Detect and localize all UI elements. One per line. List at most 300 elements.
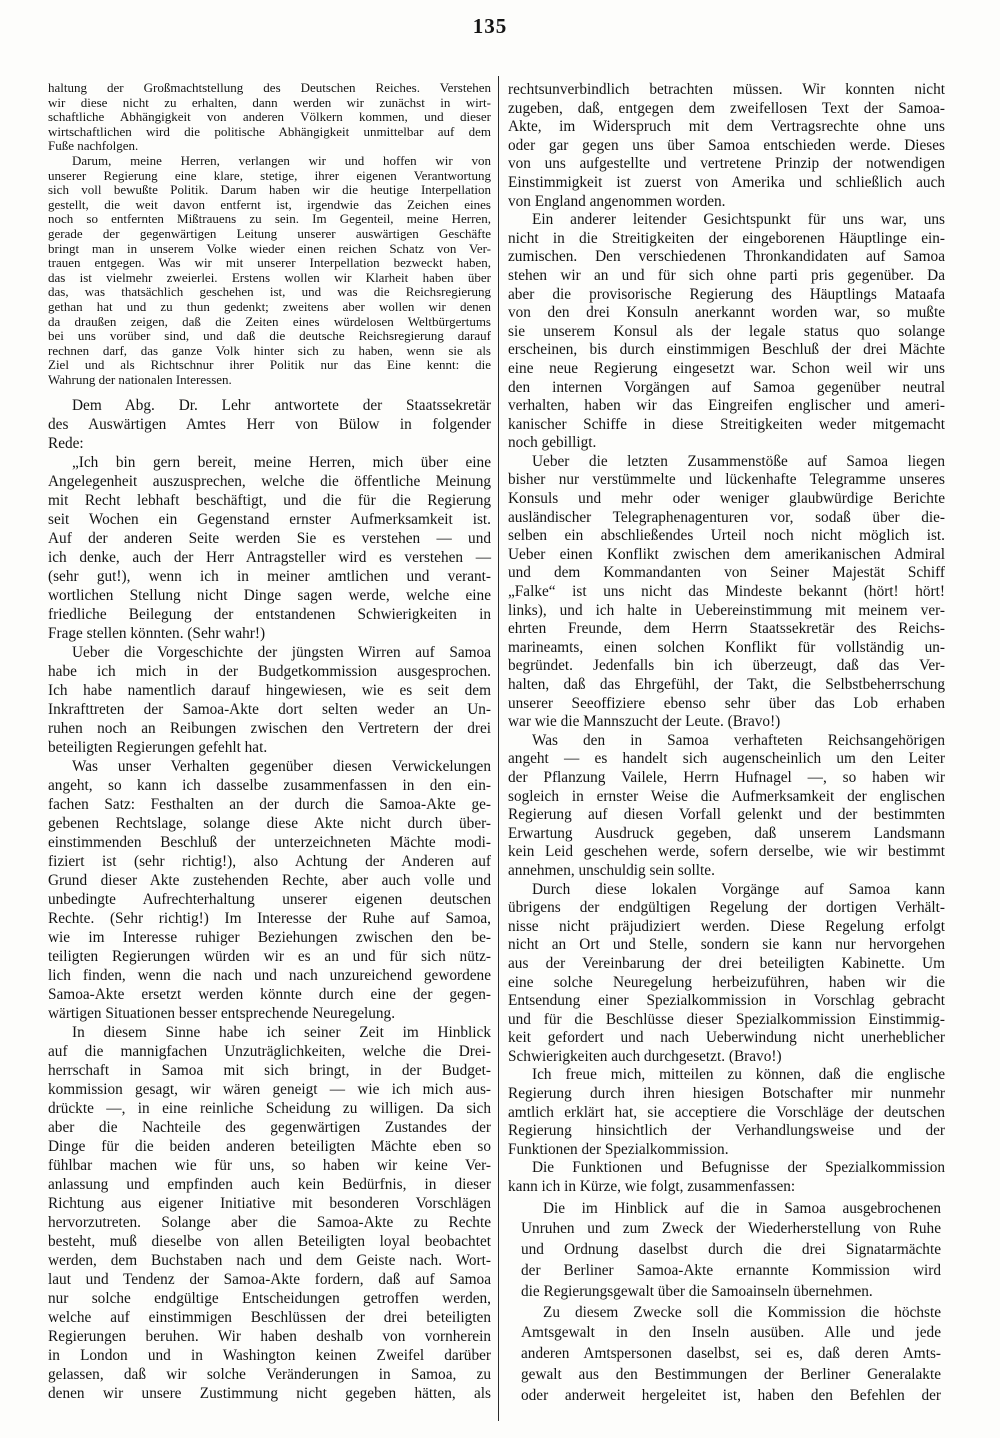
text-line — [48, 1213, 491, 1232]
text-line — [508, 1048, 945, 1067]
text-line-content: unserer Seeoffiziere ebenso sehr über das Lob erhaben — [508, 694, 945, 712]
text-line-content: Richtung aus eigener Initiative mit besonderen Vorschlägen — [48, 1195, 491, 1213]
text-line — [48, 1156, 491, 1175]
text-line-content: Auf der anderen Seite werden Sie es verstehen — und — [48, 530, 491, 548]
text-line — [508, 583, 945, 602]
text-line-content: ausländischer Telegraphenagenturen vor, sodaß über die- — [508, 508, 945, 526]
text-line-content: sich voll bewußte Politik. Darum haben wir die heutige Interpellation — [48, 182, 491, 198]
text-line — [508, 248, 945, 267]
text-line — [508, 434, 945, 453]
text-line — [508, 676, 945, 695]
text-line-content: Ueber die Vorgeschichte der jüngsten Wirren auf Samoa — [72, 644, 491, 662]
text-line-content: Amtsgewalt in den Inseln ausüben. Alle und jede — [521, 1324, 941, 1342]
text-line — [72, 1023, 491, 1042]
text-line — [48, 1194, 491, 1213]
text-line-content: seit Wochen ein Gegenstand ernster Aufmerksamkeit ist. — [48, 511, 491, 529]
text-line-content: annehmen, unschuldig sein sollte. — [508, 861, 715, 879]
text-line — [48, 242, 491, 257]
text-line-content: „Falke“ ist uns nicht das Mindeste bekannt (hört! hört! — [508, 583, 945, 601]
text-line — [48, 871, 491, 890]
quoted-block — [521, 1199, 941, 1407]
paragraph — [508, 1066, 945, 1159]
text-line-content: besteht, muß dieselbe von allen Beteiligten loyal beobachtet — [48, 1233, 491, 1251]
text-line-content: ehrten Freunde, dem Herrn Staatssekretär des Reichs- — [508, 620, 945, 638]
text-line-content: Dem Abg. Dr. Lehr antwortete der Staatssekretär — [72, 397, 491, 415]
text-line-content: amtlich erklärt hat, sie acceptiere die Vorschläge der deutschen — [508, 1103, 945, 1121]
text-line-content: herrschaft in Samoa mit sich bringt, in der Budget- — [48, 1062, 491, 1080]
text-line-content: beteiligten Regierungen gefehlt hat. — [48, 739, 268, 757]
text-line-content: nicht in die Streitigkeiten der eingeborenen Häuptlinge ein- — [508, 229, 945, 247]
text-line — [521, 1240, 941, 1261]
text-line-content: zugeben, daß, entgegen dem zweifellosen Text der Samoa- — [508, 99, 945, 117]
text-line — [521, 1219, 941, 1240]
text-line — [48, 1099, 491, 1118]
text-line — [508, 341, 945, 360]
text-line — [508, 230, 945, 249]
text-line-content: Ueber einen Konflikt zwischen dem amerikanischen Admiral — [508, 545, 945, 563]
text-line-content: ruhen noch an Reibungen zwischen den Vertretern der drei — [48, 720, 491, 738]
text-line — [48, 852, 491, 871]
text-line — [48, 315, 491, 330]
text-line — [508, 155, 945, 174]
text-line-content: gewalt aus den Bestimmungen der Berliner Generalakte — [521, 1366, 941, 1383]
text-line-content: eine solche Neuregelung herbeizuführen, haben wir die — [508, 973, 945, 991]
text-line-content: Fuße nachfolgen. — [48, 138, 139, 154]
text-line-content: kann ich in Kürze, wie folgt, zusammenfassen: — [508, 1178, 796, 1196]
text-line — [508, 639, 945, 658]
text-line — [48, 373, 491, 388]
text-line — [48, 1118, 491, 1137]
text-line — [508, 918, 945, 937]
paragraph — [48, 1023, 491, 1403]
text-line-content: Ziel und als Richtschnur ihrer Politik nur das Eine kennt: die — [48, 357, 491, 373]
text-line-content: erscheinen, bis durch einstimmigen Beschluß der drei Mächte — [508, 341, 945, 359]
text-line-content: bisher nur verstümmelte und lückenhafte Telegramme unseres — [508, 471, 945, 489]
text-line-content: stehen wir an und für sich ohne parti pris gegenüber. Da — [508, 266, 945, 284]
text-line-content: bringt man in unserem Volke wieder einen reichen Schatz von Ver- — [48, 240, 491, 256]
paragraph — [521, 1303, 941, 1407]
text-line — [508, 862, 945, 881]
text-line-content: anlassung und empfinden auch kein Bedürfnis, in dieser — [48, 1176, 491, 1194]
text-line — [508, 137, 945, 156]
text-line — [508, 304, 945, 323]
text-line — [508, 936, 945, 955]
text-line — [508, 713, 945, 732]
text-line — [48, 814, 491, 833]
text-line-content: In diesem Sinne habe ich seiner Zeit im Hinblick — [72, 1024, 491, 1042]
text-line — [72, 757, 491, 776]
text-line-content: sogleich in ernster Weise die Aufmerksamkeit der englischen — [508, 787, 945, 805]
text-line — [543, 1199, 941, 1220]
text-line — [508, 286, 945, 305]
text-line — [48, 1042, 491, 1061]
text-line-content: wirtschaftlichen wird die politische Abhängigkeit unmittelbar auf dem — [48, 123, 491, 139]
text-line — [508, 360, 945, 379]
paragraph — [508, 732, 945, 881]
text-line — [48, 1080, 491, 1099]
page-number: 135 — [472, 14, 508, 38]
text-line — [48, 624, 491, 643]
text-line — [508, 620, 945, 639]
text-line — [508, 1122, 945, 1141]
paragraph — [48, 154, 491, 388]
text-line — [521, 1386, 941, 1407]
text-line-content: Samoa-Akte ersetzt werden könnte durch eine der gegen- — [48, 986, 491, 1004]
text-line-content: oder anderweit hergeleitet ist, haben den Befehlen der — [521, 1386, 941, 1404]
text-line — [508, 769, 945, 788]
text-line — [508, 118, 945, 137]
text-line — [508, 100, 945, 119]
text-line-content: haltung der Großmachtstellung des Deutschen Reiches. Verstehen — [48, 80, 491, 95]
text-line-content: Was den in Samoa verhafteten Reichsangehörigen — [532, 731, 945, 749]
text-line — [508, 1104, 945, 1123]
text-line — [508, 471, 945, 490]
text-line-content: Rechte. (Sehr richtig!) Im Interesse der Ruhe auf Samoa, — [48, 910, 491, 928]
text-line — [48, 415, 491, 434]
text-line — [508, 1011, 945, 1030]
text-line-content: gerade der gegenwärtigen Leitung unserer auswärtigen Geschäfte — [48, 225, 491, 241]
text-line-content: verhalten, haben wir das Eingreifen englischer und ameri- — [508, 397, 945, 415]
text-line-content: Durch diese lokalen Vorgänge auf Samoa kann — [532, 880, 945, 898]
text-line-content: kein Leid geschehen werde, sofern derselbe, wie wir bestimmt — [508, 843, 945, 861]
text-line-content: fühlbar machen wie für uns, so haben wir keine Ver- — [48, 1157, 491, 1175]
text-line — [48, 1061, 491, 1080]
text-line-content: keit gefordert und nach Ueberwindung nicht unerheblicher — [508, 1029, 945, 1047]
text-line-content: eine neue Regierung eingesetzt war. Schon weil wir uns — [508, 359, 945, 377]
text-line-content: Regierung durch ihren hiesigen Botschafter mir nunmehr — [508, 1085, 945, 1103]
text-line — [508, 695, 945, 714]
text-line-content: der Berliner Samoa-Akte ernannte Kommission wird — [521, 1262, 941, 1280]
text-line-content: rechnen darf, das ganze Volk hinter sich zu haben, wenn sie als — [48, 342, 491, 358]
text-line-content: Akte, im Widerspruch mit dem Vertragsrechte ohne uns — [508, 118, 945, 136]
text-line — [48, 358, 491, 373]
text-line-content: Entsendung einer Spezialkommission in Vorschlag gebracht — [508, 992, 945, 1010]
text-line — [508, 974, 945, 993]
text-line — [48, 947, 491, 966]
text-line-content: zumischen. Den verschiedenen Thronkandidaten auf Samoa — [508, 248, 945, 266]
text-line-content: welche auf einstimmigen Beschlüssen der drei beteiligten — [48, 1309, 491, 1327]
text-line — [48, 985, 491, 1004]
text-line-content: nisse nicht präjudiziert werden. Diese Regelung erfolgt — [508, 917, 945, 935]
text-line — [72, 396, 491, 415]
text-line-content: wortlichen Stellung nicht Dinge sagen werde, welche eine — [48, 587, 491, 605]
text-line — [48, 1137, 491, 1156]
text-line-content: links), und ich halte in Uebereinstimmung mit meinem ver- — [508, 601, 945, 619]
paragraph — [48, 643, 491, 757]
text-line-content: halten, daß das Ehrgefühl, der Takt, die Selbstbeherrschung — [508, 676, 945, 693]
text-line — [48, 169, 491, 184]
text-line-content: nicht an Ort und Stelle, sondern sie kann nur hervorgehen — [508, 936, 945, 954]
text-line — [508, 602, 945, 621]
small-print-section — [48, 81, 491, 387]
text-line — [48, 1175, 491, 1194]
text-line — [508, 806, 945, 825]
text-line-content: Darum, meine Herren, verlangen wir und hoffen wir von — [72, 152, 491, 168]
text-line — [508, 323, 945, 342]
text-line-content: Grund dieser Akte zustehenden Rechte, aber auch volle und — [48, 872, 491, 890]
text-line-content: Konsuls und mehr oder weniger glaubwürdige Berichte — [508, 490, 945, 508]
text-line — [508, 1085, 945, 1104]
text-line — [48, 183, 491, 198]
text-line-content: den internen Vorgängen auf Samoa gegenüber neutral — [508, 378, 945, 396]
text-line-content: teiligten Regierungen würden wir es an und für sich nütz- — [48, 948, 491, 966]
text-line — [48, 1308, 491, 1327]
text-line-content: Regierung hinsichtlich der Verhandlungsweise und der — [508, 1122, 945, 1140]
text-line-content: Rede: — [48, 435, 84, 453]
text-line — [532, 453, 945, 472]
text-line — [48, 212, 491, 227]
text-line — [48, 605, 491, 624]
text-line-content: Frage stellen könnten. (Sehr wahr!) — [48, 625, 266, 643]
text-line-content: von den drei Konsuln anerkannt worden war, so mußte — [508, 304, 945, 322]
text-line-content: Die im Hinblick auf die in Samoa ausgebrochenen — [543, 1199, 941, 1217]
text-line-content: nur solche endgültige Entscheidungen getroffen werden, — [48, 1290, 491, 1308]
text-line — [48, 1232, 491, 1251]
text-line — [508, 825, 945, 844]
text-line — [532, 1159, 945, 1178]
text-line — [72, 154, 491, 169]
text-line-content: bei uns vorüber sind, und daß die deutsche Reichsregierung darauf — [48, 328, 491, 344]
text-line — [508, 174, 945, 193]
text-line-content: aber die Nachteile des gegenwärtigen Zustandes der — [48, 1119, 491, 1137]
text-line — [48, 125, 491, 140]
text-line — [48, 719, 491, 738]
text-line — [508, 657, 945, 676]
text-line-content: marineamts, einen solchen Konflikt für vollständig un- — [508, 638, 945, 656]
text-line — [508, 992, 945, 1011]
text-line-content: Ein anderer leitender Gesichtspunkt für uns war, uns — [532, 211, 945, 229]
text-line-content: und dem Kommandanten von Seiner Majestät Schiff — [508, 564, 945, 582]
text-line — [48, 1004, 491, 1023]
paragraph — [508, 1159, 945, 1196]
text-line — [508, 397, 945, 416]
text-line — [508, 1178, 945, 1197]
text-line — [48, 271, 491, 286]
text-line-content: und Ordnung daselbst durch die drei Signatarmächte — [521, 1241, 941, 1259]
text-line — [532, 211, 945, 230]
text-line — [48, 909, 491, 928]
paragraph — [521, 1199, 941, 1303]
paragraph — [48, 453, 491, 643]
text-line — [48, 700, 491, 719]
text-line-content: Unruhen und zum Zweck der Wiederherstellung von Ruhe — [521, 1220, 941, 1238]
text-line-content: Ich habe namentlich darauf hingewiesen, wie es seit dem — [48, 682, 491, 700]
text-line — [508, 1141, 945, 1160]
text-line-content: Regierung auf diesen Vorfall gelenkt und der bestimmten — [508, 806, 945, 824]
text-line-content: einstimmenden Beschluß der unterzeichneten Mächte modi- — [48, 834, 491, 852]
text-line — [48, 567, 491, 586]
text-line-content: werden, dem Buchstaben nach und dem Geiste nach. Wort- — [48, 1252, 491, 1270]
text-line-content: noch gebilligt. — [508, 434, 597, 452]
text-line — [48, 966, 491, 985]
text-line-content: angeht — es handelt sich augenscheinlich um den Leiter — [508, 750, 945, 768]
text-line — [508, 899, 945, 918]
text-line — [532, 1066, 945, 1085]
text-line-content: lich finden, wenn die nach und nach unzureichend gewordene — [48, 967, 491, 985]
text-line — [521, 1323, 941, 1344]
text-line — [48, 227, 491, 242]
text-line — [508, 379, 945, 398]
text-line-content: gelassen, daß wir solche Veränderungen in Samoa, zu — [48, 1366, 491, 1384]
speech-continuation-section — [508, 81, 945, 1197]
text-line-content: übrigens der endgültigen Regelung der dortigen Verhält- — [508, 899, 945, 917]
paragraph — [508, 453, 945, 732]
text-line — [508, 788, 945, 807]
text-line — [48, 833, 491, 852]
paragraph — [48, 757, 491, 1023]
text-line-content: fiziert ist (sehr richtig!), also Achtung der Anderen auf — [48, 853, 491, 871]
text-line — [48, 1346, 491, 1365]
text-line — [48, 344, 491, 359]
text-line-content: angeht, so kann ich dasselbe zusammenfassen in den ein- — [48, 777, 491, 795]
text-line — [508, 193, 945, 212]
text-line-content: wie im Interesse ruhiger Beziehungen zwischen den be- — [48, 929, 491, 947]
text-line — [48, 110, 491, 125]
text-line — [521, 1365, 941, 1386]
text-line-content: habe ich mich in der Budgetkommission ausgesprochen. — [48, 663, 491, 681]
text-line-content: Schwierigkeiten auch durchgesetzt. (Bravo!) — [508, 1047, 782, 1065]
text-line-content: ich denke, auch der Herr Antragsteller wird es verstehen — — [48, 549, 491, 567]
text-line — [508, 955, 945, 974]
text-line-content: des Auswärtigen Amtes Herr von Bülow in folgender — [48, 416, 491, 434]
text-line — [48, 300, 491, 315]
text-line — [48, 139, 491, 154]
paragraph — [508, 211, 945, 453]
text-line — [48, 1365, 491, 1384]
text-line — [48, 81, 491, 96]
text-line — [48, 776, 491, 795]
text-line — [48, 738, 491, 757]
paragraph — [48, 396, 491, 453]
text-line-content: die Regierungsgewalt über die Samoainseln übernehmen. — [521, 1282, 873, 1300]
text-line — [72, 453, 491, 472]
text-line — [543, 1303, 941, 1324]
text-line-content: mit Recht lebhaft beschäftigt, und die für die Regierung — [48, 492, 491, 510]
text-line — [508, 416, 945, 435]
text-line — [532, 732, 945, 751]
text-line-content: Inkrafttreten der Samoa-Akte dort selten weder an Un- — [48, 701, 491, 719]
text-line-content: oder gar gegen uns über Samoa entschieden werde. Dieses — [508, 136, 945, 154]
text-line-content: schaftliche Abhängigkeit von anderen Völkern kommen, und dieser — [48, 109, 491, 125]
text-line-content: selben ein abschließendes Urteil noch nicht möglich ist. — [508, 527, 945, 545]
right-column — [508, 81, 945, 1407]
text-line — [48, 586, 491, 605]
text-line-content: fachen Satz: Festhalten an der durch die Samoa-Akte ge- — [48, 796, 491, 814]
paragraph — [48, 81, 491, 154]
text-line-content: da draußen zeigen, daß die Zeiten eines würdelosen Weltbürgertums — [48, 313, 491, 329]
text-line-content: in London und in Washington keinen Zweifel darüber — [48, 1347, 491, 1365]
text-line-content: Zu diesem Zwecke soll die Kommission die höchste — [543, 1303, 941, 1321]
text-line-content: (sehr gut!), wenn ich in meiner amtlichen und verant- — [48, 568, 491, 586]
text-line — [508, 750, 945, 769]
text-line — [72, 643, 491, 662]
speech-section — [48, 396, 491, 1403]
text-line-content: Erwartung Ausdruck gegeben, daß unserem Landsmann — [508, 824, 945, 842]
text-line — [48, 96, 491, 111]
text-line — [508, 490, 945, 509]
text-line — [48, 529, 491, 548]
text-line-content: kommission gesagt, wir wären geneigt — wie ich mich aus- — [48, 1081, 491, 1099]
text-line-content: trauen entgegen. Was wir mit unserer Interpellation bezweckt haben, — [48, 255, 491, 271]
text-line — [48, 472, 491, 491]
text-line-content: der Pflanzung Vailele, Herrn Hufnagel —, so haben wir — [508, 768, 945, 786]
text-line-content: Wahrung der nationalen Interessen. — [48, 371, 232, 387]
text-line — [508, 267, 945, 286]
paragraph — [508, 881, 945, 1067]
text-line — [48, 1327, 491, 1346]
text-line — [48, 285, 491, 300]
text-line — [521, 1261, 941, 1282]
left-column — [48, 81, 491, 1403]
text-line — [48, 681, 491, 700]
text-line-content: Ueber die letzten Zusammenstöße auf Samoa liegen — [532, 452, 945, 470]
text-line — [48, 928, 491, 947]
text-line-content: gebenen Rechtslage, solange diese Akte nicht durch über- — [48, 815, 491, 833]
text-line-content: Einstimmigkeit ist zuerst von Amerika und schließlich auch — [508, 173, 945, 191]
text-line — [508, 509, 945, 528]
text-line-content: das ist vielmehr zweierlei. Erstens wollen wir Klarheit haben über — [48, 269, 491, 285]
text-line-content: Dinge für die beiden anderen beteiligten Mächte eben so — [48, 1138, 491, 1156]
text-line-content: gestellt, die weit davon entfernt ist, irgendwie das Zeichen eines — [48, 196, 491, 212]
text-line-content: Was unser Verhalten gegenüber diesen Verwickelungen — [72, 758, 491, 776]
text-line-content: Funktionen der Spezialkommission. — [508, 1140, 729, 1158]
text-line-content: war wie die Mannszucht der Leute. (Bravo!) — [508, 713, 781, 731]
column-divider — [498, 76, 499, 1421]
text-line-content: anderen Amtspersonen daselbst, sei es, daß deren Amts- — [521, 1345, 941, 1363]
text-line — [48, 1251, 491, 1270]
text-line-content: rechtsunverbindlich betrachten müssen. Wir konnten nicht — [508, 81, 945, 98]
text-line — [508, 81, 945, 100]
text-line-content: wärtigen Situationen besser entsprechende Neuregelung. — [48, 1005, 396, 1023]
text-line-content: Die Funktionen und Befugnisse der Spezialkommission — [532, 1159, 945, 1177]
text-line-content: von England angenommen worden. — [508, 192, 726, 210]
text-line-content: gethan hat und zu thun gedenkt; zweitens aber wollen wir denen — [48, 298, 491, 314]
text-line-content: denen wir unsere Zustimmung nicht gegeben hätten, als — [48, 1385, 491, 1403]
text-line-content: Ich freue mich, mitteilen zu können, daß die englische — [532, 1066, 945, 1084]
text-line — [508, 1029, 945, 1048]
text-line-content: laut und Tendenz der Samoa-Akte fordern, daß auf Samoa — [48, 1271, 491, 1289]
text-line — [48, 662, 491, 681]
text-line-content: Angelegenheit auszusprechen, welche die öffentliche Meinung — [48, 473, 491, 491]
text-line-content: unserer Regierung eine klare, stetige, ihrer eigenen Verantwortung — [48, 167, 491, 183]
text-line — [48, 329, 491, 344]
text-line-content: noch so entfernten Mißtrauens zu sein. Im Gegenteil, meine Herren, — [48, 211, 491, 227]
text-line — [508, 843, 945, 862]
text-line — [48, 890, 491, 909]
text-line — [48, 548, 491, 567]
text-line — [48, 256, 491, 271]
text-line — [521, 1344, 941, 1365]
text-line — [532, 881, 945, 900]
text-line-content: hervorzutreten. Solange aber die Samoa-Akte zu Rechte — [48, 1214, 491, 1232]
text-line — [48, 491, 491, 510]
text-line-content: „Ich bin gern bereit, meine Herren, mich über eine — [72, 454, 491, 472]
text-line-content: Regierungen beruhen. Wir haben deshalb von vornherein — [48, 1328, 491, 1346]
text-line — [508, 564, 945, 583]
text-line-content: kanischer Schiffe in diese Streitigkeiten weder mitgemacht — [508, 415, 945, 433]
text-line-content: unbedingte Aufrechterhaltung unserer eigenen deutschen — [48, 891, 491, 909]
text-line — [48, 1270, 491, 1289]
text-line-content: friedliche Beilegung der entstandenen Schwierigkeiten in — [48, 606, 491, 624]
text-line-content: drückte —, in eine reinliche Scheidung zu willigen. Da sich — [48, 1100, 491, 1118]
text-line — [48, 434, 491, 453]
text-line-content: aus der Vereinbarung der drei beteiligten Kabinette. Um — [508, 954, 945, 972]
text-line — [521, 1282, 941, 1303]
text-line — [508, 527, 945, 546]
text-line-content: und für die Beschlüsse dieser Spezialkommission Einstimmig- — [508, 1010, 945, 1028]
text-line-content: begründet. Jedenfalls bin ich überzeugt, daß das Ver- — [508, 657, 945, 675]
text-line-content: sie unserem Konsul als der legale status quo solange — [508, 322, 945, 340]
